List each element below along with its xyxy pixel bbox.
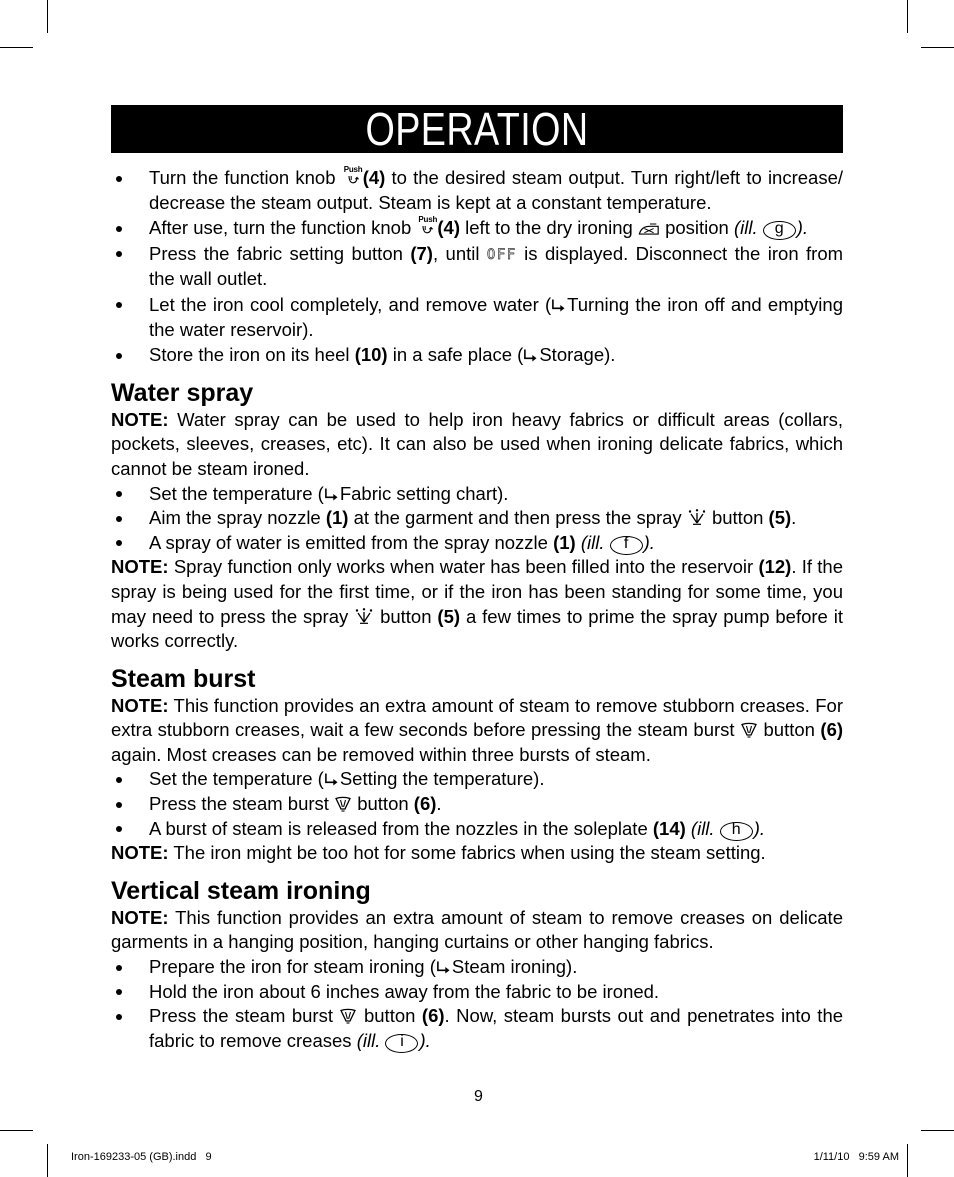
- vertical-steam-heading: Vertical steam ironing: [111, 876, 371, 905]
- bullet-text: button: [711, 507, 764, 529]
- crop-mark-top-left-vertical: [47, 0, 48, 33]
- water-spray-heading: Water spray: [111, 378, 254, 407]
- steam-burst-icon: [339, 1008, 357, 1024]
- crop-mark-top-right-horizontal: [921, 47, 954, 48]
- bullet-text: position: [665, 217, 729, 239]
- crop-mark-top-right-vertical: [907, 0, 908, 33]
- list-item: [149, 817, 843, 842]
- bullet-text: Press the fabric setting button: [149, 242, 403, 264]
- steam-burst-icon: [334, 796, 352, 812]
- bullet-text: Press the steam burst: [149, 793, 329, 815]
- steam-burst-heading: Steam burst: [111, 664, 256, 693]
- illustration-ref-open: (ill.: [356, 1029, 381, 1051]
- crop-mark-bottom-left-horizontal: [0, 1130, 33, 1131]
- page-content: [111, 105, 843, 1053]
- bullet-text: button: [357, 793, 409, 815]
- water-spray-note-2: [111, 555, 843, 653]
- note-label: NOTE:: [111, 842, 169, 864]
- part-reference: (4): [437, 217, 461, 239]
- reference-arrow-icon: [436, 961, 450, 974]
- steam-burst-note: [111, 694, 843, 768]
- section-title-bar: [111, 105, 843, 153]
- note-text: . If the spray is being used for the first time, or if the iron has been standing for some time, you may need to press the spray: [111, 556, 844, 627]
- list-item: [149, 293, 843, 342]
- bullet-text: .: [791, 507, 797, 529]
- dry-ironing-icon: [638, 223, 660, 236]
- cross-reference: Turning the iron off and emptying the water reservoir: [149, 293, 843, 340]
- bullet-text: Set the temperature (: [149, 768, 324, 790]
- push-knob-symbol: [421, 225, 433, 234]
- bullet-text: ).: [566, 956, 578, 978]
- bullet-text: in a safe place (: [392, 344, 524, 366]
- bullet-text: A burst of steam is released from the nozzles in the soleplate: [149, 817, 648, 839]
- bullet-text: Turn the function knob: [149, 167, 336, 188]
- bullet-text: Set the temperature (: [149, 482, 324, 504]
- part-reference: (10): [354, 344, 388, 366]
- operation-bullet-list: [111, 166, 843, 368]
- note-text: The iron might be too hot for some fabrics when using the steam setting.: [173, 842, 766, 864]
- bullet-text: .: [436, 793, 442, 815]
- bullet-text: Prepare the iron for steam ironing (: [149, 956, 436, 978]
- cross-reference: Storage: [539, 344, 605, 366]
- push-icon-label: Push: [418, 215, 438, 225]
- push-knob-icon: [418, 215, 438, 235]
- water-spray-bullet-list: [111, 482, 843, 556]
- bullet-text: , until: [432, 242, 480, 264]
- bullet-text: . Now, steam bursts out and penetrates into the fabric to remove creases: [149, 1005, 844, 1051]
- vertical-steam-bullet-list: [111, 955, 843, 1053]
- part-reference: (6): [413, 793, 437, 815]
- footer-timestamp: 1/11/10 9:59 AM: [813, 1151, 899, 1163]
- illustration-letter: g: [763, 221, 796, 240]
- vertical-steam-note: [111, 906, 843, 955]
- push-icon-label: Push: [343, 165, 363, 174]
- spray-icon: [687, 508, 707, 525]
- bullet-text: Aim the spray nozzle: [149, 507, 321, 529]
- part-reference: (14): [652, 817, 686, 839]
- part-reference: (4): [362, 167, 386, 188]
- bullet-text: ).: [302, 318, 314, 340]
- cross-reference: Fabric setting chart: [339, 482, 498, 504]
- steam-burst-icon: [740, 722, 758, 738]
- bullet-text: Store the iron on its heel: [149, 344, 350, 366]
- steam-burst-bullet-list: [111, 767, 843, 841]
- bullet-text: ).: [533, 768, 545, 790]
- bullet-text: to the desired steam output. Turn right/left to increase/ decrease the steam output. Steam is kept at a constant temperature.: [149, 167, 844, 213]
- crop-mark-bottom-left-vertical: [47, 1144, 48, 1177]
- note-text: a few times to prime the spray pump before it works correctly.: [111, 605, 843, 652]
- bullet-text: button: [363, 1005, 416, 1027]
- illustration-ref-close: ).: [753, 817, 766, 839]
- note-text: Water spray can be used to help iron heavy fabrics or difficult areas (collars, pockets, sleeves, creases, etc). It can also be used when ironing delicate fabrics, which cannot be steam ironed.: [111, 408, 843, 479]
- spray-icon: [354, 607, 374, 624]
- note-text: This function provides an extra amount of steam to remove creases on delicate garments in a hanging position, hanging curtains or other hanging fabrics.: [111, 906, 843, 953]
- illustration-ref-open: (ill.: [690, 817, 715, 839]
- cross-reference: Steam ironing: [451, 956, 567, 978]
- list-item: [149, 767, 843, 792]
- list-item: [149, 980, 843, 1005]
- illustration-ref-close: ).: [796, 217, 809, 239]
- list-item: [149, 792, 843, 817]
- off-display-readout: OFF: [486, 246, 517, 263]
- note-text: button: [380, 605, 432, 627]
- bullet-text: Press the steam burst: [149, 1005, 333, 1027]
- list-item: [149, 955, 843, 980]
- bullet-text: left to the dry ironing: [465, 217, 633, 239]
- reference-arrow-icon: [551, 299, 565, 312]
- note-text: Spray function only works when water has been filled into the reservoir: [173, 556, 754, 578]
- part-reference: (6): [421, 1005, 445, 1027]
- illustration-ref-close: ).: [643, 531, 655, 553]
- note-text: button: [763, 719, 815, 741]
- note-label: NOTE:: [111, 906, 169, 928]
- note-label: NOTE:: [111, 694, 169, 716]
- push-knob-symbol: [347, 175, 359, 184]
- bullet-text: at the garment and then press the spray: [353, 507, 682, 529]
- note-label: NOTE:: [111, 408, 169, 430]
- bullet-text: After use, turn the function knob: [149, 217, 412, 239]
- part-reference: (6): [820, 719, 844, 741]
- bullet-text: Hold the iron about 6 inches away from the fabric to be ironed.: [149, 980, 660, 1002]
- crop-mark-bottom-right-horizontal: [921, 1130, 954, 1131]
- push-knob-icon: [343, 165, 363, 185]
- list-item: [149, 482, 843, 507]
- reference-arrow-icon: [324, 488, 338, 501]
- list-item: [149, 242, 843, 292]
- illustration-ref-open: (ill.: [580, 531, 605, 553]
- illustration-letter: f: [610, 536, 643, 555]
- footer-file-name: Iron-169233-05 (GB).indd 9: [71, 1151, 212, 1163]
- list-item: [149, 166, 843, 215]
- list-item: [149, 343, 843, 368]
- part-reference: (1): [553, 531, 576, 553]
- cross-reference: Setting the temperature: [339, 768, 534, 790]
- crop-mark-bottom-right-vertical: [907, 1144, 908, 1177]
- bullet-text: A spray of water is emitted from the spray nozzle: [149, 531, 548, 553]
- list-item: [149, 531, 843, 556]
- section-title: OPERATION: [365, 105, 589, 153]
- part-reference: (5): [437, 605, 461, 627]
- list-item: [149, 1004, 843, 1053]
- list-item: [149, 216, 843, 241]
- part-reference: (5): [768, 507, 792, 529]
- part-reference: (7): [410, 242, 433, 264]
- illustration-letter: i: [385, 1034, 418, 1053]
- part-reference: (12): [758, 556, 792, 578]
- steam-burst-note-2: [111, 841, 843, 866]
- note-label: NOTE:: [111, 556, 169, 578]
- illustration-ref-open: (ill.: [733, 217, 758, 239]
- page-number: 9: [474, 1088, 483, 1105]
- crop-mark-top-left-horizontal: [0, 47, 33, 48]
- illustration-letter: h: [720, 822, 753, 841]
- list-item: [149, 506, 843, 531]
- note-text: again. Most creases can be removed within three bursts of steam.: [111, 743, 651, 765]
- water-spray-note: [111, 408, 843, 482]
- bullet-text: ).: [497, 482, 509, 504]
- bullet-text: Let the iron cool completely, and remove water (: [149, 293, 552, 315]
- reference-arrow-icon: [523, 349, 537, 362]
- reference-arrow-icon: [324, 773, 338, 786]
- note-text: This function provides an extra amount of steam to remove stubborn creases. For extra stubborn creases, wait a few seconds before pressing the steam burst: [111, 694, 843, 741]
- bullet-text: is displayed. Disconnect the iron from the wall outlet.: [149, 242, 844, 290]
- part-reference: (1): [325, 507, 349, 529]
- illustration-ref-close: ).: [419, 1029, 431, 1051]
- bullet-text: ).: [604, 344, 616, 366]
